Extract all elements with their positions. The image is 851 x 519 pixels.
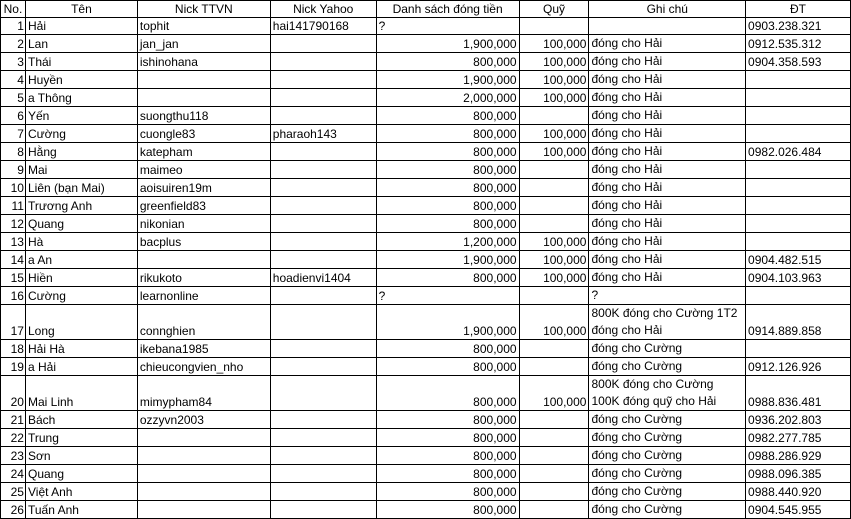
cell-nick-ttvn: connghien bbox=[137, 305, 270, 340]
cell-fund bbox=[519, 483, 589, 501]
cell-name: Huyền bbox=[25, 71, 137, 89]
cell-name: Lan bbox=[25, 35, 137, 53]
cell-nick-ttvn: jan_jan bbox=[137, 35, 270, 53]
cell-phone: 0982.277.785 bbox=[746, 429, 851, 447]
cell-no: 11 bbox=[1, 197, 26, 215]
cell-fund bbox=[519, 197, 589, 215]
cell-name: Long bbox=[25, 305, 137, 340]
table-row bbox=[1, 233, 851, 251]
cell-nick-ttvn: maimeo bbox=[137, 161, 270, 179]
cell-nick-yahoo bbox=[270, 305, 376, 340]
cell-nick-ttvn bbox=[137, 251, 270, 269]
cell-nick-yahoo bbox=[270, 89, 376, 107]
cell-no: 14 bbox=[1, 251, 26, 269]
table-row bbox=[1, 429, 851, 447]
cell-note: đóng cho Hải bbox=[589, 35, 746, 53]
cell-fund bbox=[519, 501, 589, 519]
table-row bbox=[1, 251, 851, 269]
cell-phone bbox=[746, 179, 851, 197]
cell-fund: 100,000 bbox=[519, 251, 589, 269]
cell-fund: 100,000 bbox=[519, 125, 589, 143]
cell-payment: 800,000 bbox=[376, 465, 519, 483]
header-name: Tên bbox=[25, 1, 137, 18]
cell-name: a Thông bbox=[25, 89, 137, 107]
cell-nick-yahoo bbox=[270, 179, 376, 197]
table-row bbox=[1, 197, 851, 215]
cell-name: Cường bbox=[25, 125, 137, 143]
cell-name: Thái bbox=[25, 53, 137, 71]
cell-nick-yahoo bbox=[270, 161, 376, 179]
cell-note: đóng cho Cường bbox=[589, 483, 746, 501]
cell-nick-ttvn: learnonline bbox=[137, 287, 270, 305]
cell-nick-yahoo bbox=[270, 107, 376, 125]
header-note: Ghi chú bbox=[589, 1, 746, 18]
table-row bbox=[1, 287, 851, 305]
cell-note: đóng cho Cường bbox=[589, 501, 746, 519]
table-row bbox=[1, 89, 851, 107]
cell-phone bbox=[746, 161, 851, 179]
cell-note: đóng cho Cường bbox=[589, 429, 746, 447]
cell-note: đóng cho Hải bbox=[589, 53, 746, 71]
cell-name: Hải Hà bbox=[25, 340, 137, 358]
cell-nick-yahoo bbox=[270, 483, 376, 501]
cell-note: đóng cho Hải bbox=[589, 233, 746, 251]
cell-phone: 0904.358.593 bbox=[746, 53, 851, 71]
header-fund: Quỹ bbox=[519, 1, 589, 18]
cell-payment: 800,000 bbox=[376, 340, 519, 358]
cell-payment: 800,000 bbox=[376, 411, 519, 429]
cell-phone: 0982.026.484 bbox=[746, 143, 851, 161]
cell-payment: 800,000 bbox=[376, 269, 519, 287]
cell-no: 22 bbox=[1, 429, 26, 447]
cell-phone bbox=[746, 71, 851, 89]
table-row bbox=[1, 340, 851, 358]
cell-payment: 800,000 bbox=[376, 429, 519, 447]
cell-payment: 1,900,000 bbox=[376, 251, 519, 269]
cell-note: đóng cho Hải bbox=[589, 71, 746, 89]
cell-payment: 1,900,000 bbox=[376, 305, 519, 340]
cell-nick-ttvn: greenfield83 bbox=[137, 197, 270, 215]
cell-note: đóng cho Hải bbox=[589, 143, 746, 161]
cell-name: Liên (bạn Mai) bbox=[25, 179, 137, 197]
cell-nick-ttvn: aoisuiren19m bbox=[137, 179, 270, 197]
cell-name: Sơn bbox=[25, 447, 137, 465]
header-row bbox=[1, 1, 851, 18]
cell-no: 3 bbox=[1, 53, 26, 71]
header-no: No. bbox=[1, 1, 26, 18]
cell-fund bbox=[519, 358, 589, 376]
cell-no: 10 bbox=[1, 179, 26, 197]
cell-no: 20 bbox=[1, 376, 26, 411]
cell-no: 2 bbox=[1, 35, 26, 53]
table-row bbox=[1, 53, 851, 71]
cell-phone bbox=[746, 197, 851, 215]
cell-fund bbox=[519, 161, 589, 179]
cell-payment: 800,000 bbox=[376, 161, 519, 179]
cell-name: Yến bbox=[25, 107, 137, 125]
cell-fund: 100,000 bbox=[519, 53, 589, 71]
cell-fund bbox=[519, 411, 589, 429]
cell-no: 18 bbox=[1, 340, 26, 358]
cell-fund bbox=[519, 447, 589, 465]
cell-no: 21 bbox=[1, 411, 26, 429]
cell-fund bbox=[519, 429, 589, 447]
header-nick-yahoo: Nick Yahoo bbox=[270, 1, 376, 18]
cell-fund bbox=[519, 107, 589, 125]
cell-fund bbox=[519, 18, 589, 35]
cell-no: 26 bbox=[1, 501, 26, 519]
cell-note: đóng cho Hải bbox=[589, 89, 746, 107]
table-row bbox=[1, 501, 851, 519]
cell-payment: 800,000 bbox=[376, 376, 519, 411]
cell-nick-ttvn bbox=[137, 501, 270, 519]
cell-no: 9 bbox=[1, 161, 26, 179]
cell-note bbox=[589, 18, 746, 35]
cell-note: đóng cho Hải bbox=[589, 197, 746, 215]
cell-name: a An bbox=[25, 251, 137, 269]
cell-nick-yahoo bbox=[270, 358, 376, 376]
cell-nick-ttvn: katepham bbox=[137, 143, 270, 161]
cell-fund bbox=[519, 465, 589, 483]
cell-name: Trung bbox=[25, 429, 137, 447]
table-row bbox=[1, 305, 851, 340]
cell-nick-ttvn: ozzyvn2003 bbox=[137, 411, 270, 429]
cell-name: Hải bbox=[25, 18, 137, 35]
table-row bbox=[1, 269, 851, 287]
cell-fund bbox=[519, 340, 589, 358]
cell-payment: 800,000 bbox=[376, 215, 519, 233]
cell-note: đóng cho Hải bbox=[589, 107, 746, 125]
cell-name: Quang bbox=[25, 465, 137, 483]
cell-no: 24 bbox=[1, 465, 26, 483]
cell-name: Hiền bbox=[25, 269, 137, 287]
table-row bbox=[1, 107, 851, 125]
cell-name: a Hải bbox=[25, 358, 137, 376]
table-row bbox=[1, 143, 851, 161]
cell-no: 6 bbox=[1, 107, 26, 125]
cell-fund: 100,000 bbox=[519, 35, 589, 53]
cell-no: 17 bbox=[1, 305, 26, 340]
cell-phone bbox=[746, 287, 851, 305]
cell-payment: 800,000 bbox=[376, 501, 519, 519]
cell-nick-ttvn: ikebana1985 bbox=[137, 340, 270, 358]
cell-name: Hà bbox=[25, 233, 137, 251]
cell-phone: 0912.535.312 bbox=[746, 35, 851, 53]
cell-no: 15 bbox=[1, 269, 26, 287]
cell-nick-ttvn: chieucongvien_nho bbox=[137, 358, 270, 376]
cell-nick-ttvn: bacplus bbox=[137, 233, 270, 251]
cell-nick-yahoo bbox=[270, 447, 376, 465]
cell-payment: 800,000 bbox=[376, 179, 519, 197]
cell-name: Cường bbox=[25, 287, 137, 305]
cell-name: Quang bbox=[25, 215, 137, 233]
cell-nick-ttvn: ishinohana bbox=[137, 53, 270, 71]
cell-no: 8 bbox=[1, 143, 26, 161]
cell-payment: 800,000 bbox=[376, 447, 519, 465]
cell-note: đóng cho Hải bbox=[589, 161, 746, 179]
cell-note: đóng cho Hải bbox=[589, 251, 746, 269]
cell-nick-yahoo bbox=[270, 501, 376, 519]
cell-phone bbox=[746, 215, 851, 233]
cell-phone bbox=[746, 89, 851, 107]
cell-nick-yahoo bbox=[270, 215, 376, 233]
table-body bbox=[1, 18, 851, 519]
cell-fund: 100,000 bbox=[519, 233, 589, 251]
cell-note: đóng cho Hải bbox=[589, 269, 746, 287]
table-row bbox=[1, 71, 851, 89]
cell-name: Tuấn Anh bbox=[25, 501, 137, 519]
table-row bbox=[1, 35, 851, 53]
cell-phone: 0988.286.929 bbox=[746, 447, 851, 465]
cell-nick-yahoo bbox=[270, 251, 376, 269]
cell-no: 4 bbox=[1, 71, 26, 89]
cell-note: ? bbox=[589, 287, 746, 305]
cell-payment: 1,900,000 bbox=[376, 71, 519, 89]
cell-payment: 800,000 bbox=[376, 483, 519, 501]
cell-payment: 800,000 bbox=[376, 53, 519, 71]
cell-name: Hằng bbox=[25, 143, 137, 161]
cell-phone: 0904.482.515 bbox=[746, 251, 851, 269]
cell-nick-ttvn: mimypham84 bbox=[137, 376, 270, 411]
cell-payment: 1,200,000 bbox=[376, 233, 519, 251]
cell-payment: 1,900,000 bbox=[376, 35, 519, 53]
cell-note: 800K đóng cho Cường 100K đóng quỹ cho Hải bbox=[589, 376, 746, 411]
cell-nick-yahoo bbox=[270, 340, 376, 358]
cell-note: đóng cho Cường bbox=[589, 358, 746, 376]
cell-nick-yahoo bbox=[270, 143, 376, 161]
cell-name: Việt Anh bbox=[25, 483, 137, 501]
cell-nick-yahoo bbox=[270, 35, 376, 53]
cell-fund: 100,000 bbox=[519, 71, 589, 89]
cell-name: Bách bbox=[25, 411, 137, 429]
table-row bbox=[1, 125, 851, 143]
cell-phone bbox=[746, 340, 851, 358]
cell-nick-ttvn bbox=[137, 71, 270, 89]
cell-phone: 0904.103.963 bbox=[746, 269, 851, 287]
cell-no: 25 bbox=[1, 483, 26, 501]
cell-payment: ? bbox=[376, 18, 519, 35]
cell-nick-yahoo bbox=[270, 233, 376, 251]
cell-payment: ? bbox=[376, 287, 519, 305]
cell-phone: 0936.202.803 bbox=[746, 411, 851, 429]
cell-phone: 0904.545.955 bbox=[746, 501, 851, 519]
cell-nick-yahoo bbox=[270, 287, 376, 305]
cell-nick-ttvn: nikonian bbox=[137, 215, 270, 233]
cell-nick-ttvn bbox=[137, 465, 270, 483]
cell-fund bbox=[519, 215, 589, 233]
cell-fund: 100,000 bbox=[519, 89, 589, 107]
cell-nick-ttvn: suongthu118 bbox=[137, 107, 270, 125]
cell-nick-yahoo bbox=[270, 197, 376, 215]
cell-nick-ttvn bbox=[137, 483, 270, 501]
cell-no: 7 bbox=[1, 125, 26, 143]
table-row bbox=[1, 179, 851, 197]
cell-nick-ttvn: cuongle83 bbox=[137, 125, 270, 143]
cell-nick-ttvn bbox=[137, 89, 270, 107]
cell-nick-yahoo: hai141790168 bbox=[270, 18, 376, 35]
table-row bbox=[1, 215, 851, 233]
header-phone: ĐT bbox=[746, 1, 851, 18]
cell-nick-yahoo bbox=[270, 429, 376, 447]
cell-name: Mai bbox=[25, 161, 137, 179]
cell-phone: 0988.836.481 bbox=[746, 376, 851, 411]
cell-name: Trương Anh bbox=[25, 197, 137, 215]
table-row bbox=[1, 161, 851, 179]
cell-fund bbox=[519, 179, 589, 197]
cell-no: 5 bbox=[1, 89, 26, 107]
cell-note: đóng cho Hải bbox=[589, 125, 746, 143]
cell-nick-yahoo: pharaoh143 bbox=[270, 125, 376, 143]
cell-nick-yahoo bbox=[270, 71, 376, 89]
cell-no: 13 bbox=[1, 233, 26, 251]
cell-no: 1 bbox=[1, 18, 26, 35]
cell-fund: 100,000 bbox=[519, 269, 589, 287]
cell-phone: 0988.096.385 bbox=[746, 465, 851, 483]
cell-phone bbox=[746, 233, 851, 251]
cell-no: 23 bbox=[1, 447, 26, 465]
cell-name: Mai Linh bbox=[25, 376, 137, 411]
cell-phone bbox=[746, 125, 851, 143]
cell-payment: 800,000 bbox=[376, 143, 519, 161]
table-row bbox=[1, 411, 851, 429]
cell-nick-yahoo bbox=[270, 376, 376, 411]
cell-note: đóng cho Hải bbox=[589, 215, 746, 233]
header-payment-list: Danh sách đóng tiền bbox=[376, 1, 519, 18]
cell-nick-yahoo bbox=[270, 53, 376, 71]
header-nick-ttvn: Nick TTVN bbox=[137, 1, 270, 18]
cell-fund: 100,000 bbox=[519, 305, 589, 340]
cell-no: 12 bbox=[1, 215, 26, 233]
cell-nick-ttvn: tophit bbox=[137, 18, 270, 35]
cell-payment: 2,000,000 bbox=[376, 89, 519, 107]
cell-phone: 0914.889.858 bbox=[746, 305, 851, 340]
table-row bbox=[1, 447, 851, 465]
cell-fund: 100,000 bbox=[519, 143, 589, 161]
cell-nick-ttvn: rikukoto bbox=[137, 269, 270, 287]
cell-phone: 0912.126.926 bbox=[746, 358, 851, 376]
cell-note: 800K đóng cho Cường 1T2 đóng cho Hải bbox=[589, 305, 746, 340]
table-row bbox=[1, 18, 851, 35]
cell-payment: 800,000 bbox=[376, 125, 519, 143]
cell-note: đóng cho Cường bbox=[589, 411, 746, 429]
cell-nick-ttvn bbox=[137, 447, 270, 465]
table-row bbox=[1, 358, 851, 376]
cell-note: đóng cho Cường bbox=[589, 447, 746, 465]
cell-payment: 800,000 bbox=[376, 197, 519, 215]
cell-no: 19 bbox=[1, 358, 26, 376]
cell-phone: 0903.238.321 bbox=[746, 18, 851, 35]
cell-fund bbox=[519, 287, 589, 305]
cell-nick-yahoo bbox=[270, 465, 376, 483]
table-row bbox=[1, 376, 851, 411]
cell-note: đóng cho Cường bbox=[589, 340, 746, 358]
cell-nick-yahoo bbox=[270, 411, 376, 429]
cell-phone bbox=[746, 107, 851, 125]
cell-nick-yahoo: hoadienvi1404 bbox=[270, 269, 376, 287]
cell-fund: 100,000 bbox=[519, 376, 589, 411]
cell-note: đóng cho Hải bbox=[589, 179, 746, 197]
cell-note: đóng cho Cường bbox=[589, 465, 746, 483]
table-row bbox=[1, 465, 851, 483]
cell-phone: 0988.440.920 bbox=[746, 483, 851, 501]
cell-payment: 800,000 bbox=[376, 107, 519, 125]
cell-no: 16 bbox=[1, 287, 26, 305]
cell-payment: 800,000 bbox=[376, 358, 519, 376]
cell-nick-ttvn bbox=[137, 429, 270, 447]
table-row bbox=[1, 483, 851, 501]
